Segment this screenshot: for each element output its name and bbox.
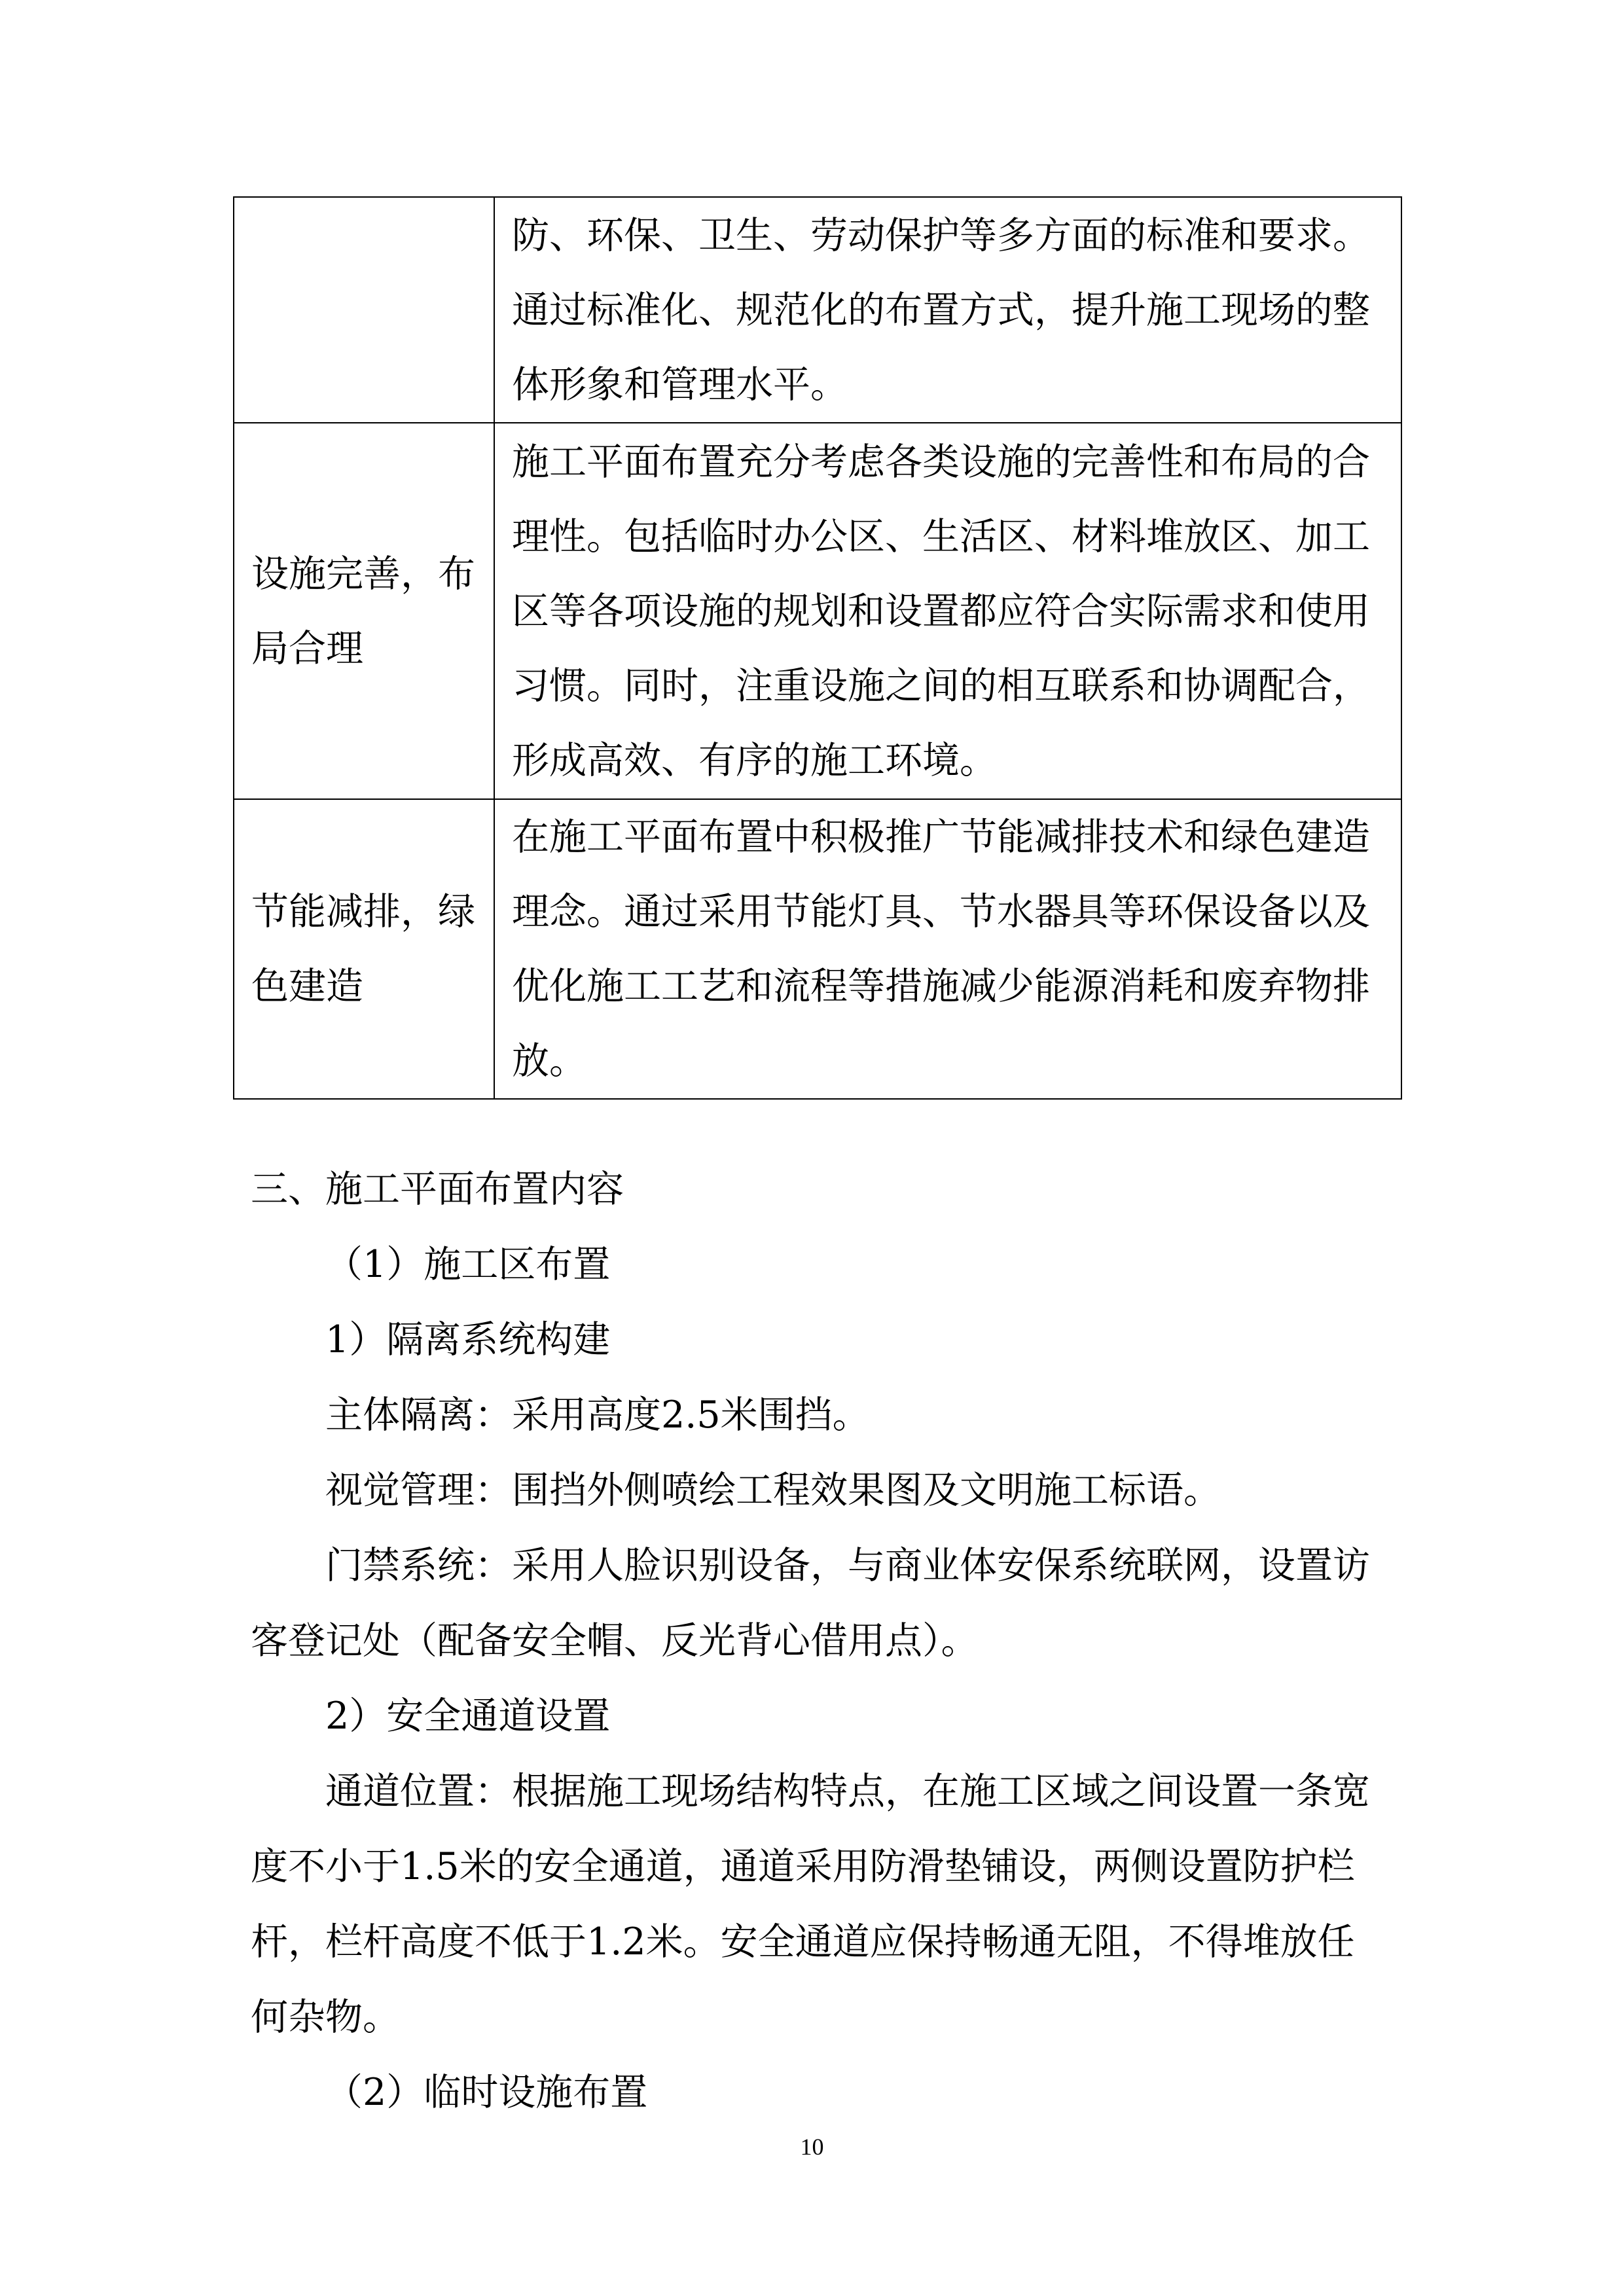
paragraph-line: 杆，栏杆高度不低于1.2米。安全通道应保持畅通无阻，不得堆放任 xyxy=(251,1920,1355,1964)
label-line: 设施完善，布 xyxy=(251,552,475,596)
table-row xyxy=(234,799,1401,1099)
content-line: 形成高效、有序的施工环境。 xyxy=(512,738,997,782)
item-heading: 1）隔离系统构建 xyxy=(325,1318,611,1361)
paragraph-line: 通道位置：根据施工现场结构特点，在施工区域之间设置一条宽 xyxy=(325,1770,1370,1813)
row-content-cell xyxy=(494,197,1401,423)
subsection-heading: （2）临时设施布置 xyxy=(325,2071,648,2114)
paragraph-line: 度不小于1.5米的安全通道，通道采用防滑垫铺设，两侧设置防护栏 xyxy=(251,1845,1355,1888)
content-line: 体形象和管理水平。 xyxy=(512,363,848,406)
paragraph-line: 客登记处（配备安全帽、反光背心借用点）。 xyxy=(251,1619,979,1662)
table-row xyxy=(234,423,1401,799)
row-label-cell xyxy=(234,799,494,1099)
paragraph: 主体隔离：采用高度2.5米围挡。 xyxy=(325,1393,870,1437)
content-line: 理念。通过采用节能灯具、节水器具等环保设备以及 xyxy=(512,890,1370,933)
item-heading: 2）安全通道设置 xyxy=(325,1695,611,1738)
content-line: 防、环保、卫生、劳动保护等多方面的标准和要求。 xyxy=(512,213,1370,257)
content-line: 优化施工工艺和流程等措施减少能源消耗和废弃物排 xyxy=(512,965,1370,1008)
body-text xyxy=(251,1152,1403,2130)
label-line: 局合理 xyxy=(251,626,363,670)
label-line: 色建造 xyxy=(251,965,363,1008)
row-label-cell xyxy=(234,423,494,799)
row-label-cell xyxy=(234,197,494,423)
section-title: 三、施工平面布置内容 xyxy=(251,1168,624,1211)
paragraph: 视觉管理：围挡外侧喷绘工程效果图及文明施工标语。 xyxy=(325,1469,1221,1512)
content-line: 施工平面布置充分考虑各类设施的完善性和布局的合 xyxy=(512,440,1370,484)
subsection-heading: （1）施工区布置 xyxy=(325,1243,611,1286)
page-number: 10 xyxy=(800,2134,824,2160)
paragraph-line: 何杂物。 xyxy=(251,1996,400,2039)
label-line: 节能减排，绿 xyxy=(251,890,475,933)
content-line: 通过标准化、规范化的布置方式，提升施工现场的整 xyxy=(512,288,1370,332)
paragraph-line: 门禁系统：采用人脸识别设备，与商业体安保系统联网，设置访 xyxy=(325,1544,1370,1587)
requirements-table xyxy=(233,196,1402,1100)
table-row xyxy=(234,197,1401,423)
content-line: 习惯。同时，注重设施之间的相互联系和协调配合， xyxy=(512,664,1370,708)
content-line: 理性。包括临时办公区、生活区、材料堆放区、加工 xyxy=(512,514,1370,558)
row-content-cell xyxy=(494,799,1401,1099)
row-content-cell xyxy=(494,423,1401,799)
content-line: 放。 xyxy=(512,1039,586,1083)
content-line: 区等各项设施的规划和设置都应符合实际需求和使用 xyxy=(512,589,1370,633)
content-line: 在施工平面布置中积极推广节能减排技术和绿色建造 xyxy=(512,816,1370,859)
